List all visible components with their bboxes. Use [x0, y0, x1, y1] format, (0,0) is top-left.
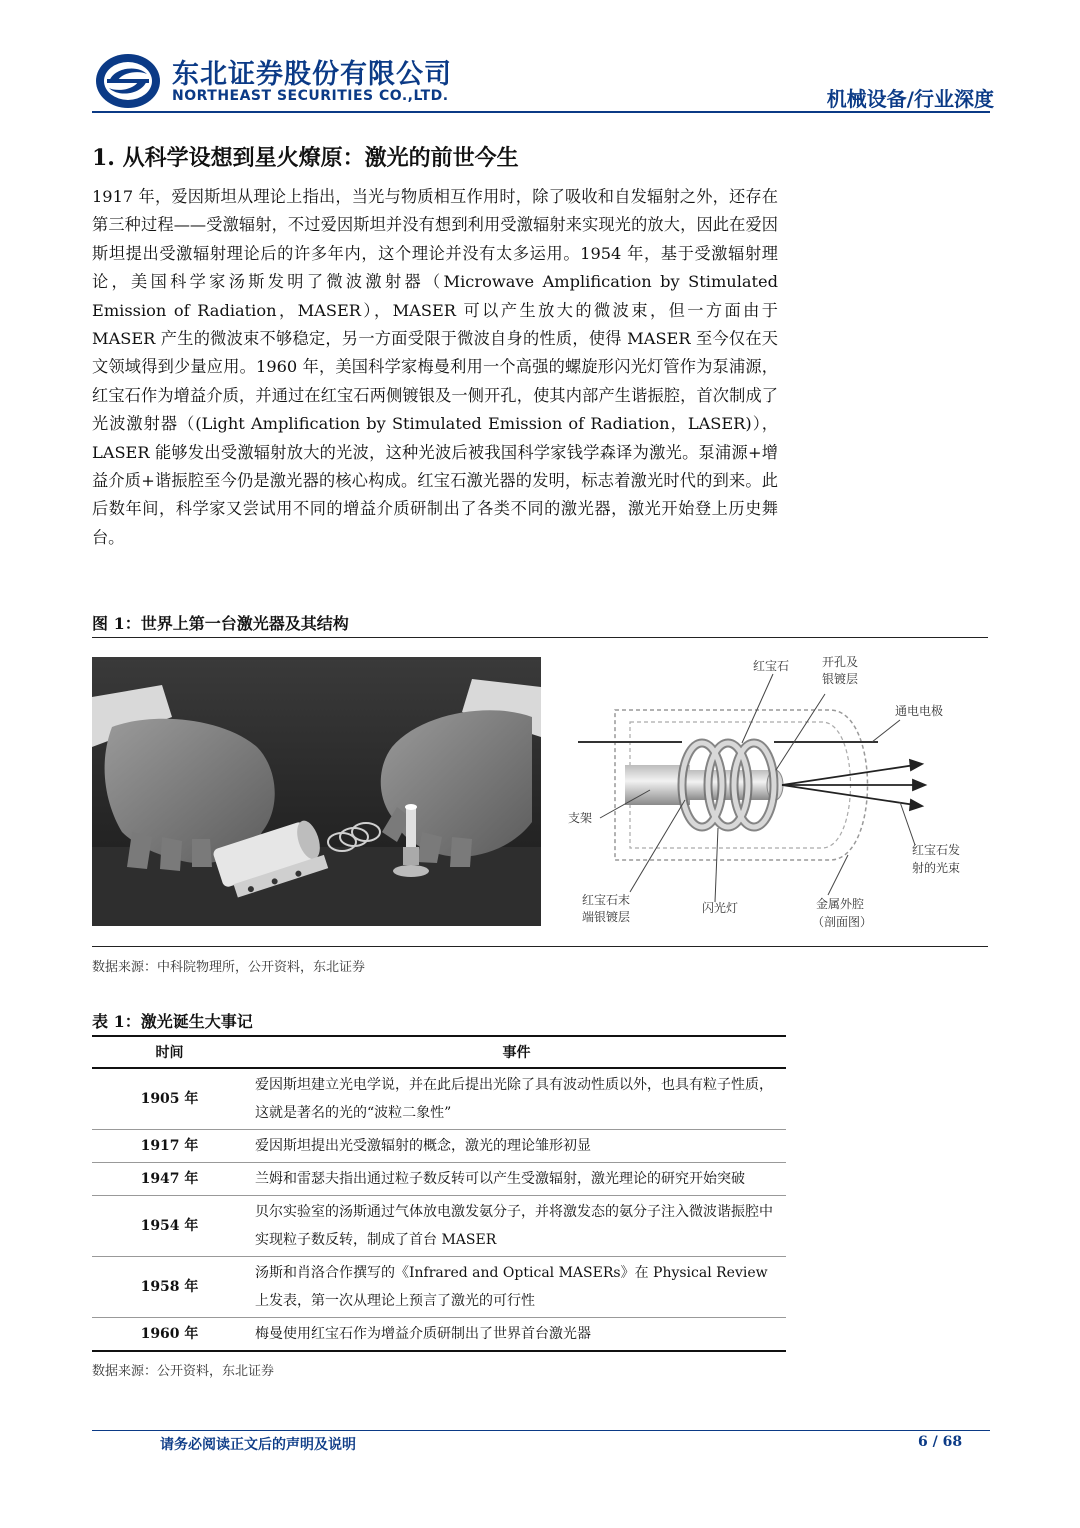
label-end-coating-1: 红宝石末 — [582, 893, 631, 907]
report-category: 机械设备/行业深度 — [826, 87, 994, 111]
row-event: 兰姆和雷瑟夫指出通过粒子数反转可以产生受激辐射，激光理论的研究开始突破 — [247, 1163, 786, 1196]
label-housing-1: 金属外腔 — [816, 897, 865, 911]
row-year: 1917 年 — [92, 1130, 247, 1163]
body-paragraph: 1917 年，爱因斯坦从理论上指出，当光与物质相互作用时，除了吸收和自发辐射之外，还存在第三种过程——受激辐射，不过爱因斯坦并没有想到利用受激辐射来实现光的放大，因此在爱因斯坦提出受激辐射理论后的许多年内，这个理论并没有太多运用。1954 年，基于受激辐射理论，美国科学家汤斯发明了微波激射器（Microwave Amplification by Stimulated Emission of Radiation，MASER），MASER 可以产生放大的微波束，但一方面由于 MASER 产生的微波束不够稳定，另一方面受限于微波自身的性质，使得 MASER 至今仅在天文领域得到少量应用。1960 年，美国科学家梅曼利用一个高强的螺旋形闪光灯管作为泵浦源，红宝石作为增益介质，并通过在红宝石两侧镀银及一侧开孔，使其内部产生谐振腔，首次制成了光波激射器（(Light Amplification by Stimulated Emission of Radiation，LASER)），LASER 能够发出受激辐射放大的光波，这种光波后被我国科学家钱学森译为激光。泵浦源+增益介质+谐振腔至今仍是激光器的核心构成。红宝石激光器的发明，标志着激光时代的到来。此后数年间，科学家又尝试用不同的增益介质研制出了各类不同的激光器，激光开始登上历史舞台。 — [92, 187, 778, 547]
table-row — [92, 1196, 786, 1257]
company-logo-icon — [95, 52, 161, 110]
row-year: 1958 年 — [92, 1257, 247, 1318]
table-row — [92, 1068, 786, 1130]
section-title: 1. 从科学设想到星火燎原：激光的前世今生 — [92, 145, 519, 171]
footer-disclaimer: 请务必阅读正文后的声明及说明 — [160, 1437, 356, 1453]
first-laser-photo — [92, 657, 541, 926]
row-event: 爱因斯坦提出光受激辐射的概念，激光的理论雏形初显 — [247, 1130, 786, 1163]
label-flashlamp: 闪光灯 — [702, 901, 739, 915]
label-aperture-1: 开孔及 — [822, 655, 859, 669]
label-aperture-2: 银镀层 — [822, 672, 859, 686]
figure-title: 图 1：世界上第一台激光器及其结构 — [92, 614, 349, 633]
company-name-en: NORTHEAST SECURITIES CO.,LTD. — [172, 88, 449, 104]
label-support: 支架 — [568, 811, 593, 825]
label-beam-1: 红宝石发 — [912, 843, 961, 857]
header-event: 事件 — [247, 1036, 786, 1068]
row-year: 1905 年 — [92, 1068, 247, 1130]
table-row — [92, 1130, 786, 1163]
events-table — [92, 1035, 786, 1352]
page-number: 6 / 68 — [918, 1434, 963, 1450]
table-row — [92, 1163, 786, 1196]
row-event: 贝尔实验室的汤斯通过气体放电激发氨分子，并将激发态的氨分子注入微波谐振腔中实现粒子数反转，制成了首台 MASER — [247, 1196, 786, 1257]
header-time: 时间 — [92, 1036, 247, 1068]
figure-bottom-rule — [92, 946, 988, 947]
company-name-cn: 东北证券股份有限公司 — [172, 59, 452, 90]
row-event: 梅曼使用红宝石作为增益介质研制出了世界首台激光器 — [247, 1318, 786, 1352]
table-source: 数据来源：公开资料，东北证券 — [92, 1364, 275, 1379]
label-housing-2: （剖面图） — [812, 915, 873, 929]
row-event: 爱因斯坦建立光电学说，并在此后提出光除了具有波动性质以外，也具有粒子性质，这就是著名的光的“波粒二象性” — [247, 1068, 786, 1130]
row-year: 1954 年 — [92, 1196, 247, 1257]
label-ruby: 红宝石 — [753, 659, 790, 673]
row-year: 1960 年 — [92, 1318, 247, 1352]
laser-structure-diagram — [560, 650, 990, 940]
table-header-row — [92, 1036, 786, 1068]
label-beam-2: 射的光束 — [912, 861, 961, 875]
row-event: 汤斯和肖洛合作撰写的《Infrared and Optical MASERs》在 Physical Review 上发表，第一次从理论上预言了激光的可行性 — [247, 1257, 786, 1318]
table-title: 表 1：激光诞生大事记 — [92, 1012, 253, 1031]
label-end-coating-2: 端银镀层 — [582, 910, 631, 924]
header-divider — [92, 111, 990, 113]
figure-top-rule — [92, 637, 988, 638]
figure-source: 数据来源：中科院物理所，公开资料，东北证券 — [92, 960, 366, 975]
label-electrode: 通电电极 — [895, 704, 944, 718]
footer-divider — [92, 1430, 990, 1431]
row-year: 1947 年 — [92, 1163, 247, 1196]
table-row — [92, 1318, 786, 1352]
table-row — [92, 1257, 786, 1318]
